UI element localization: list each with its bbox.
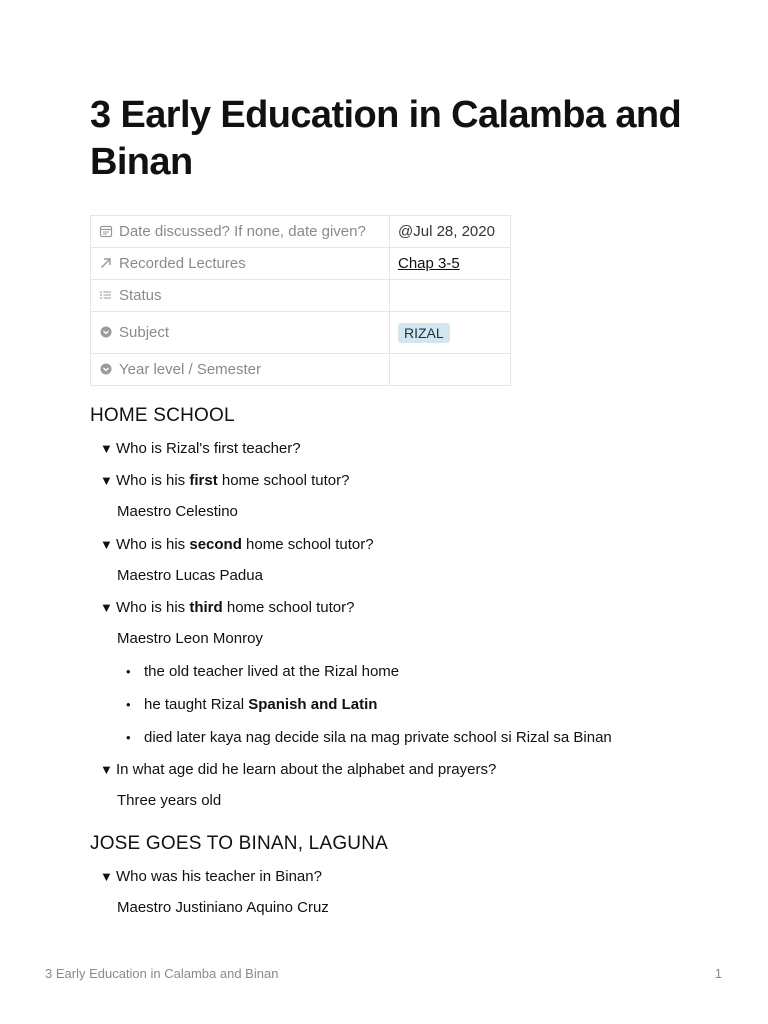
toggle-question[interactable] bbox=[100, 761, 496, 778]
section-heading-home-school: HOME SCHOOL bbox=[90, 405, 235, 426]
property-key bbox=[91, 216, 390, 248]
property-key-label: Date discussed? If none, date given? bbox=[119, 223, 366, 240]
page-title: 3 Early Education in Calamba and Binan bbox=[90, 94, 682, 183]
subject-tag[interactable]: RIZAL bbox=[398, 323, 450, 343]
property-key-label: Subject bbox=[119, 324, 170, 341]
property-value bbox=[390, 312, 511, 354]
footer-title: 3 Early Education in Calamba and Binan bbox=[45, 966, 279, 981]
property-key bbox=[91, 312, 390, 354]
question-text-bold: first bbox=[189, 472, 218, 489]
bullet-item bbox=[126, 663, 399, 680]
property-key-label: Status bbox=[119, 287, 162, 304]
property-row-recorded-lectures bbox=[91, 248, 511, 280]
calendar-icon bbox=[99, 224, 113, 238]
select-icon bbox=[99, 362, 113, 376]
toggle-question[interactable] bbox=[100, 536, 374, 553]
question-text-bold: second bbox=[189, 536, 242, 553]
section-heading-jose-goes-to-binan: JOSE GOES TO BINAN, LAGUNA bbox=[90, 833, 389, 854]
bullet-dot: • bbox=[126, 697, 131, 712]
select-icon bbox=[99, 325, 113, 339]
property-row-date bbox=[91, 216, 511, 248]
question-text-pre: Who is his bbox=[116, 472, 190, 489]
answer-text: Maestro Justiniano Aquino Cruz bbox=[117, 899, 329, 916]
property-key-label: Recorded Lectures bbox=[119, 255, 246, 272]
toggle-triangle-icon[interactable]: ▼ bbox=[100, 762, 113, 777]
question-text-post: home school tutor? bbox=[217, 472, 350, 489]
answer-text: Three years old bbox=[117, 792, 222, 809]
bullet-item bbox=[126, 696, 377, 713]
bullet-text: the old teacher lived at the Rizal home bbox=[144, 663, 400, 680]
list-icon bbox=[99, 288, 113, 302]
question-text-post: home school tutor? bbox=[241, 536, 374, 553]
property-row-year-level bbox=[91, 354, 511, 386]
answer-text: Maestro Celestino bbox=[117, 503, 238, 520]
footer-page-number: 1 bbox=[714, 966, 722, 981]
question-text: In what age did he learn about the alphabet and prayers? bbox=[116, 761, 497, 778]
toggle-question[interactable] bbox=[100, 868, 322, 885]
bullet-dot: • bbox=[126, 730, 131, 745]
question-text-pre: Who is his bbox=[116, 599, 190, 616]
property-value bbox=[390, 248, 511, 280]
property-value[interactable] bbox=[390, 280, 511, 312]
property-row-status bbox=[91, 280, 511, 312]
toggle-question[interactable] bbox=[100, 472, 349, 489]
bullet-text: died later kaya nag decide sila na mag private school si Rizal sa Binan bbox=[144, 729, 612, 746]
bullet-text-pre: he taught Rizal bbox=[144, 696, 249, 713]
bullet-text-bold: Spanish and Latin bbox=[248, 696, 378, 713]
question-text: Who is Rizal's first teacher? bbox=[116, 440, 301, 457]
toggle-triangle-icon[interactable]: ▼ bbox=[100, 600, 113, 615]
toggle-question[interactable] bbox=[100, 599, 354, 616]
toggle-triangle-icon[interactable]: ▼ bbox=[100, 537, 113, 552]
arrow-up-right-icon bbox=[99, 256, 113, 270]
property-value[interactable] bbox=[390, 354, 511, 386]
property-key bbox=[91, 248, 390, 280]
question-text-bold: third bbox=[189, 599, 223, 616]
property-key bbox=[91, 280, 390, 312]
question-text-pre: Who is his bbox=[116, 536, 190, 553]
properties-table bbox=[90, 215, 511, 386]
answer-text: Maestro Lucas Padua bbox=[117, 567, 263, 584]
property-key bbox=[91, 354, 390, 386]
answer-text: Maestro Leon Monroy bbox=[117, 630, 263, 647]
toggle-triangle-icon[interactable]: ▼ bbox=[100, 441, 113, 456]
recorded-lectures-link[interactable]: Chap 3-5 bbox=[398, 255, 460, 272]
toggle-triangle-icon[interactable]: ▼ bbox=[100, 869, 113, 884]
property-row-subject bbox=[91, 312, 511, 354]
question-text: Who was his teacher in Binan? bbox=[116, 868, 322, 885]
toggle-triangle-icon[interactable]: ▼ bbox=[100, 473, 113, 488]
toggle-question[interactable] bbox=[100, 440, 301, 457]
property-key-label: Year level / Semester bbox=[119, 361, 262, 378]
bullet-dot: • bbox=[126, 664, 131, 679]
bullet-item bbox=[126, 729, 612, 746]
property-value[interactable]: @Jul 28, 2020 bbox=[390, 216, 511, 248]
question-text-post: home school tutor? bbox=[222, 599, 355, 616]
